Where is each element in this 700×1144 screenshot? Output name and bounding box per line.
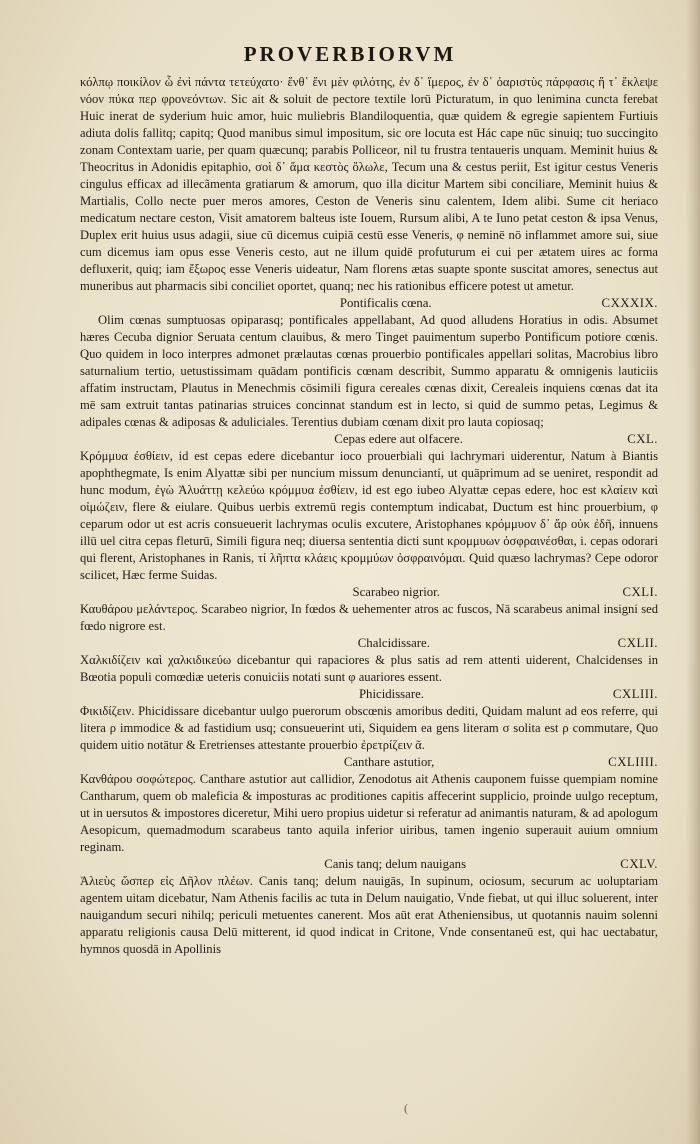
heading-number: CXXXIX. <box>601 296 658 310</box>
heading-number: CXLV. <box>620 857 658 871</box>
heading-number: CXLIII. <box>612 687 658 701</box>
heading-title: Scarabeo nigrior. <box>352 585 440 599</box>
heading-number: CXLII. <box>617 636 658 650</box>
heading-number: CXLIIII. <box>608 755 658 769</box>
heading-title: Canis tanq; delum nauigans <box>324 857 467 871</box>
running-head: PROVERBIORVM <box>243 42 457 66</box>
section-body-cxliii: Φικιδίζειν. Phicidissare dicebantur uulgo puerorum obscœnis amoribus dediti, Quidam malunt ad eos referre, qui litera ρ immodice & ad fastidium usq; consueuerint uti, Siquidem ea gens literam σ solita est ρ commutare, Quo quidem uitio notātur & Eretrienses attestante prouerbio ἐρετρίζειν ᾶ. <box>80 704 658 752</box>
heading-title: Canthare astutior, <box>343 755 435 769</box>
text-column <box>80 74 658 958</box>
section-heading-cxlii <box>80 635 658 652</box>
section-body-cxl: Κρόμμυα ἐσθίειν, id est cepas edere dicebantur ioco prouerbiali qui lachrymari uiderentur, Natum à Biantis apophthegmate, Is enim Alyattæ sibi per nuncium missum denunciantí, ut quāprimum ad se ueniret, respondit ad hunc modum, ἐγὼ Ἀλυάττῃ κελεύω κρόμμυα ἐσθίειν, id est ego iubeo Alyattæ cepas edere, hoc est κλαίειν καὶ οἰμώζειν, flere & eiulare. Quibus uerbis extremū regis contemptum indicabat, Ductum est hinc prouerbium, φ ceparum odor ut est acris consueuerit lachrymas oculis excutere, Aristophanes κρόμμυον δ᾽ ἄρ οὐκ ἐδῆ, innuens illū uel citra cepas fleturū, Simili figura neq; diuersa sententia dicti sunt κρομμυων ὀσφραινέσθαι, i. cepas odorari qui flerent, Aristophanes in Ranis, τί λῆπτα κλάεις κρομμύων ὀσφραινόμαι. Quid quæso lachrymas? Cepe odoror scilicet, Hæc ferme Suidas. <box>80 449 658 582</box>
heading-number: CXL. <box>627 432 658 446</box>
section-heading-cxlv <box>80 856 658 873</box>
section-heading-cxxxix <box>80 295 658 312</box>
section-heading-cxl <box>80 431 658 448</box>
section-heading-cxli <box>80 584 658 601</box>
section-body-cxliiii: Κανθάρου σοφώτερος. Canthare astutior aut callidior, Zenodotus ait Athenis cauponem fuisse quempiam nomine Cantharum, quem ob maleficia & imposturas ac proditiones capitis affecerint supplicio, proinde uulgo receptum, ut in uersutos & impostores diceretur, Mihi uero propius uidetur si referatur ad animantis naturam, & ad apologum Aesopicum, quemadmodum scarabeus tanto aquila inferior uiribus, tamen ingenio superauit auium omnium reginam. <box>80 772 658 854</box>
heading-title: Cepas edere aut olfacere. <box>334 432 463 446</box>
folio-mark: ( <box>404 1101 408 1115</box>
section-body-cxlii: Χαλκιδίζειν καὶ χαλκιδικεύω dicebantur qui rapaciores & plus satis ad rem attenti uiderent, Chalcidenses in Bœotia populi comœdiæ ueteris conuiciis notati sunt φ auariores essent. <box>80 653 658 684</box>
intro-paragraph: κόλπῳ ποικίλον ὧ ἐνὶ πάντα τετεύχατο· ἔνθ᾽ ἔνι μὲν φιλότης, ἐν δ᾽ ἵμερος, ἐν δ᾽ ὀαριστὺς πάρφασις ἥ τ᾽ ἔκλεψε νόον πύκα περ φρονεόντων. Sic ait & soluit de pectore textile lorū Picturatum, in quo lenimina cuncta ferebat Huic inerat de syderium huic amor, huic muliebris Blandiloquentia, quæ quidem & egregie sapientem Furtiuis adiuta dolis fallitq; capitq; Quod manibus simul impositum, sic ore locuta est Hác cape nūc sinuiq; tuo succingito zonam Contextam uarie, per quam quæcunq; parabis Polliceor, nil tu frustra tentaueris unquam. Meminit huius & Theocritus in Adonidis epitaphio, σοὶ δ᾽ ἅμα κεστὸς ὄλωλε, Tecum una & cestus periit, Est igitur cestus Veneris cingulus efficax ad illecãmenta gratiarum & amorum, quo illa dicitur Martem sibi conciliare, Meminit huius & Martialis, Collo necte puer meros amores, Ceston de Veneris sinu calentem, Idem alibi. Sume cit heriaco medicatum nectare ceston, Visit amatorem balteus iste Iouem, Rursum alibi, A te Iuno petat ceston & ipsa Venus, Duplex erit huius usus adagii, siue cū dicemus cuipiā cestū esse Veneris, φ neminē nō inflammet amore sui, siue cum dicemus iam opus esse Veneris cesto, aut ne illum quidē profuturum ei cui per ætatem uires ac forma defluxerit, quiq; iam ἔξωρος esse Veneris uideatur, Nam florens ætas suapte sponte suscitat amores, senectus aut muneribus aut pharmacis sibi conciliet oportet, quanq; nec his rationibus efficere potest ut ametur. <box>80 75 658 293</box>
section-body-cxxxix: Olim cœnas sumptuosas opiparasq; pontificales appellabant, Ad quod alludens Horatius in odis. Absumet hæres Cecuba dignior Seruata centum clauibus, & mero Tinget pauimentum superbo Pontificum potiore cœnis. Quo quidem in loco interpres admonet prælautas cœnas prouerbio pontificales appellari solitas, Macrobius libro saturnalium tertio, uetustissimam quādam pontificis cœnam describit, Summo apparatu & omnigenis lauticiis affatim instructam, Plautus in Menechmis cōsimili figura cereales cœnas dixit, Cerealeis inquiens cœnas dat ita mē sam extruit tantas patinarias struices concinnat standum est in lecto, si quid de summo petas, Legimus & adipales cœnas & adiposas & aduliciales. Terentius dubiam cœnam dixit pro lauta copiosaq; <box>80 313 658 429</box>
section-heading-cxliiii <box>80 754 658 771</box>
heading-title: Pontificalis cœna. <box>339 296 432 310</box>
section-body-cxli: Καυθάρου μελάντερος. Scarabeo nigrior, In fœdos & uehementer atros ac fuscos, Nā scarabeus animal insigni sed fœdo nigrore est. <box>80 602 658 633</box>
heading-title: Phicidissare. <box>358 687 424 701</box>
section-heading-cxliii <box>80 686 658 703</box>
heading-title: Chalcidissare. <box>357 636 430 650</box>
heading-number: CXLI. <box>622 585 658 599</box>
section-body-cxlv: Ἀλιεὺς ὥσπερ εἰς Δῆλον πλέων. Canis tanq; delum nauigās, In supinum, ociosum, securum ac uoluptariam agentem uitam dicebatur, Nam Athenis facilis ac tuta in Delum nauigatio, Vnde fiebat, ut qui illuc soluerent, inter nauigandum securi nihilq; periculi metuentes canerent. Mos aūt erat Atheniensibus, ut quotannis nauim solenni apparatu religionis causa Delū mitterent, id quod indicat in Critone, Vnde consentaneū est, qui hac uectabatur, hymnos quosdā in Apollinis <box>80 874 658 956</box>
